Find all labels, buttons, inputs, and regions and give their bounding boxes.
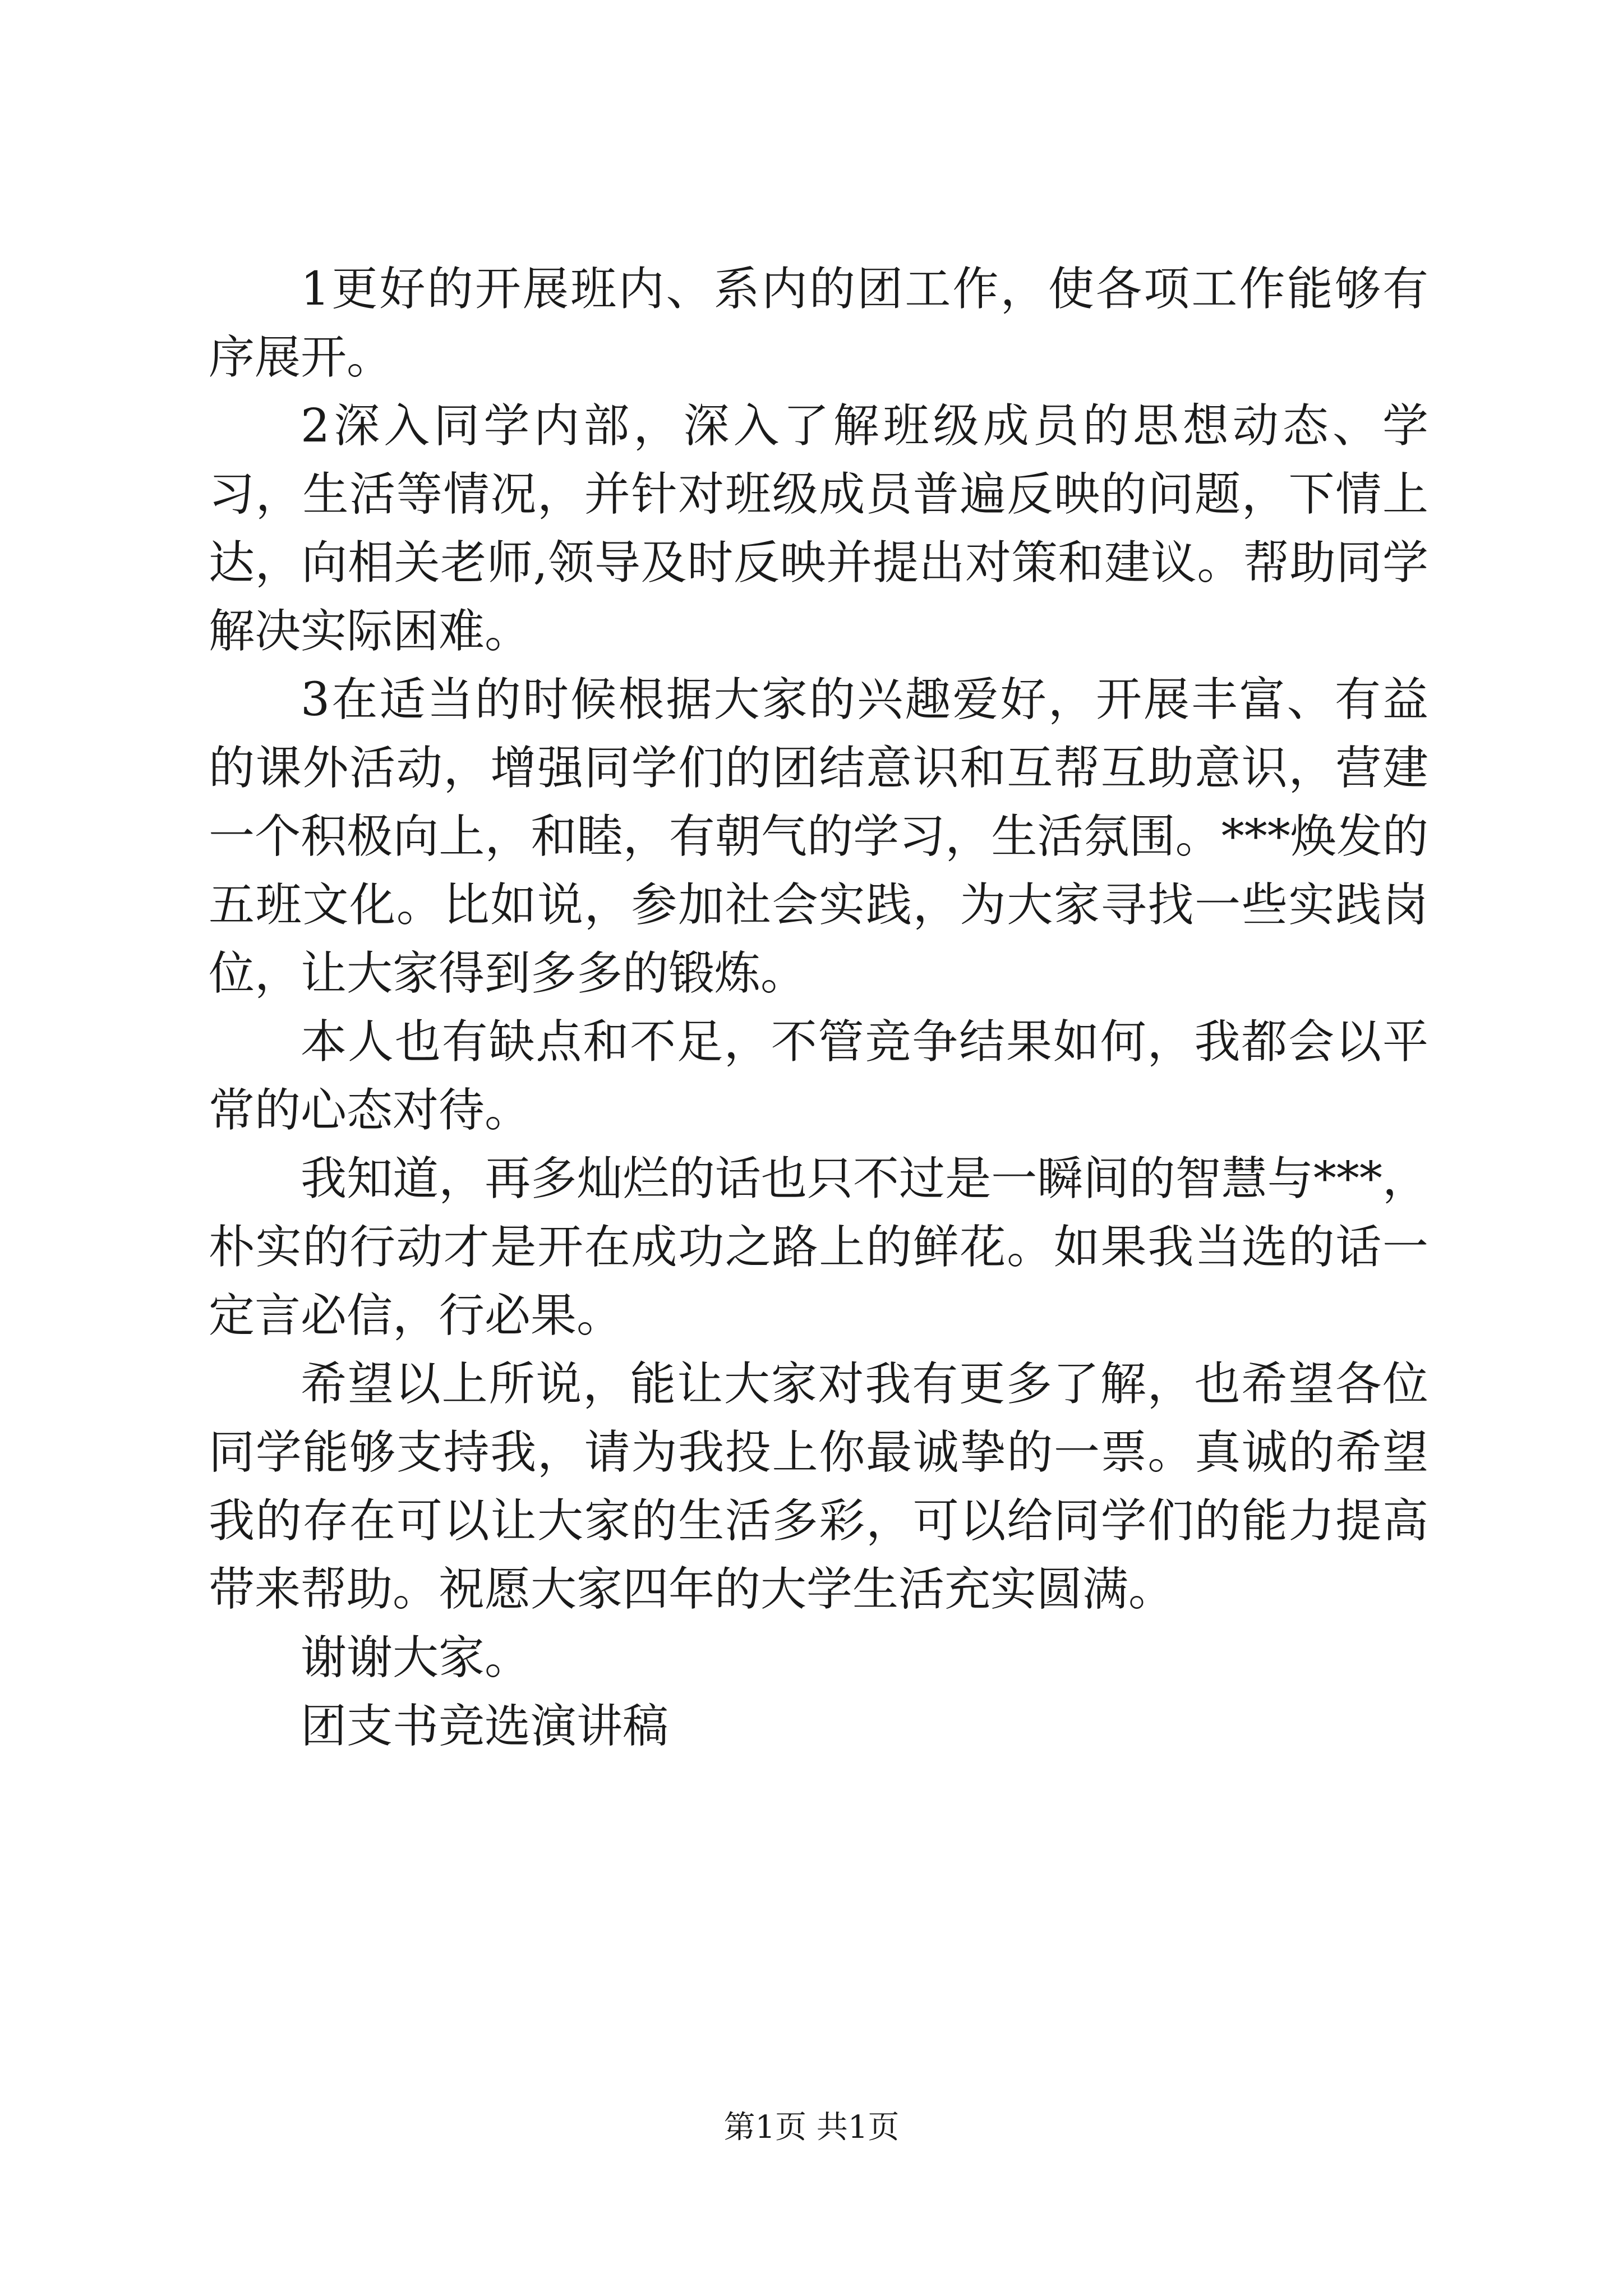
document-body [209, 255, 1428, 1761]
document-title-line: 团支书竞选演讲稿 [301, 1700, 669, 1753]
paragraph-3: 3在适当的时候根据大家的兴趣爱好，开展丰富、有益的课外活动，增强同学们的团结意识和互帮互助意识，营建一个积极向上，和睦，有朝气的学习，生活氛围。***焕发的五班文化。比如说，参加社会实践，为大家寻找一些实践岗位，让大家得到多多的锻炼。 [209, 673, 1428, 1000]
paragraph-6: 希望以上所说，能让大家对我有更多了解，也希望各位同学能够支持我，请为我投上你最诚挚的一票。真诚的希望我的存在可以让大家的生活多彩，可以给同学们的能力提高带来帮助。祝愿大家四年的大学生活充实圆满。 [209, 1358, 1428, 1616]
paragraph-2: 2深入同学内部，深入了解班级成员的思想动态、学习，生活等情况，并针对班级成员普遍反映的问题，下情上达，向相关老师,领导及时反映并提出对策和建议。帮助同学解决实际困难。 [209, 399, 1428, 658]
paragraph-4: 本人也有缺点和不足，不管竞争结果如何，我都会以平常的心态对待。 [209, 1015, 1428, 1137]
paragraph-5: 我知道，再多灿烂的话也只不过是一瞬间的智慧与***，朴实的行动才是开在成功之路上的鲜花。如果我当选的话一定言必信，行必果。 [209, 1152, 1428, 1342]
paragraph-1: 1更好的开展班内、系内的团工作，使各项工作能够有序展开。 [209, 263, 1428, 384]
closing-thanks: 谢谢大家。 [301, 1631, 531, 1685]
page-number-label: 第1页 共1页 [723, 2109, 900, 2146]
page-footer [0, 2108, 1623, 2147]
